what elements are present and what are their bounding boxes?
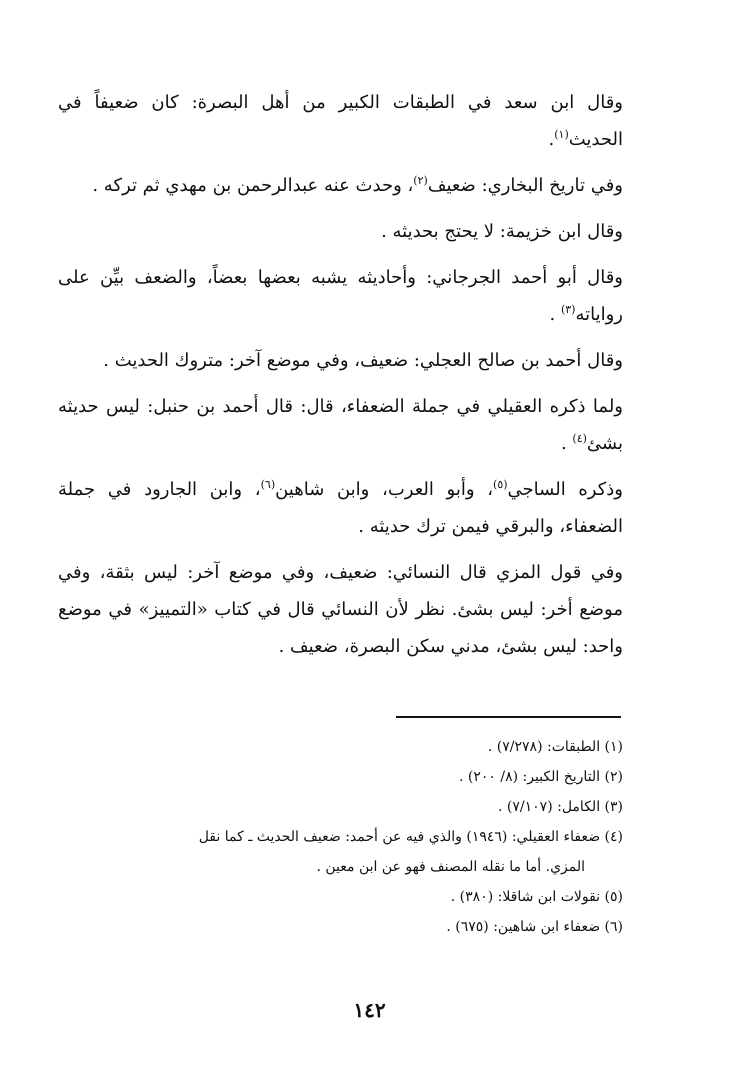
paragraph-text: وقال أبو أحمد الجرجاني: وأحاديثه يشبه بعضها بعضاً، والضعف بيِّن على رواياته	[58, 267, 623, 325]
footnote-ref: (١)	[554, 128, 569, 141]
paragraph-ibn-saad	[58, 84, 623, 158]
paragraph-end: .	[548, 129, 555, 150]
footnote-3: (٣) الكامل: (٧/١٠٧) .	[498, 799, 623, 815]
paragraph-text: وفي قول المزي قال النسائي: ضعيف، وفي موضع آخر: ليس بثقة، وفي موضع أخر: ليس بشئ. نظر لأن النسائي قال في كتاب «التمييز» في موضع واحد: ليس بشئ، مدني سكن البصرة، ضعيف .	[58, 562, 623, 657]
footnote-4: (٤) ضعفاء العقيلي: (١٩٤٦) والذي فيه عن أحمد: ضعيف الحديث ـ كما نقل	[198, 829, 623, 845]
paragraph-mizzi	[58, 554, 623, 665]
footnote-ref: (٦)	[260, 478, 276, 491]
paragraph-text: ، وأبو العرب، وابن شاهين	[275, 479, 494, 500]
paragraph-saji	[58, 471, 623, 545]
paragraph-bukhari	[58, 167, 623, 204]
paragraph-text: وقال أحمد بن صالح العجلي: ضعيف، وفي موضع آخر: متروك الحديث .	[103, 350, 623, 371]
footnote-ref: (٥)	[493, 478, 508, 491]
footnote-ref: (٢)	[413, 174, 428, 187]
paragraph-ibn-khuzayma	[58, 213, 623, 250]
paragraph-text: وقال ابن سعد في الطبقات الكبير من أهل البصرة: كان ضعيفاً في الحديث	[58, 92, 623, 150]
footnote-5: (٥) نقولات ابن شاقلا: (٣٨٠) .	[450, 889, 623, 905]
paragraph-text: وذكره الساجي	[507, 479, 623, 500]
footnote-ref: (٣)	[560, 303, 576, 316]
footnote-1: (١) الطبقات: (٧/٢٧٨) .	[487, 739, 623, 755]
footnote-6: (٦) ضعفاء ابن شاهين: (٦٧٥) .	[446, 919, 623, 935]
footnotes	[58, 732, 623, 942]
paragraph-ijli	[58, 342, 623, 379]
footnote-divider	[396, 716, 621, 718]
paragraph-text: وقال ابن خزيمة: لا يحتج بحديثه .	[381, 221, 623, 242]
footnote-ref: (٤)	[572, 432, 587, 445]
paragraph-text: وفي تاريخ البخاري: ضعيف	[427, 175, 623, 196]
main-text	[58, 84, 623, 674]
footnote-4-continuation: المزي. أما ما نقله المصنف فهو عن ابن معين .	[316, 859, 585, 875]
paragraph-text: ، وابن الجارود في جملة الضعفاء، والبرقي فيمن ترك حديثه .	[58, 479, 623, 537]
page-number: ١٤٢	[353, 998, 386, 1022]
paragraph-end: .	[560, 433, 573, 454]
footnote-2: (٢) التاريخ الكبير: (٨/ ٢٠٠) .	[458, 769, 623, 785]
paragraph-text: ولما ذكره العقيلي في جملة الضعفاء، قال: قال أحمد بن حنبل: ليس حديثه بشئ	[58, 396, 623, 454]
paragraph-end: ، وحدث عنه عبدالرحمن بن مهدي ثم تركه .	[92, 175, 414, 196]
paragraph-jurjani	[58, 259, 623, 333]
paragraph-end: .	[549, 304, 561, 325]
paragraph-uqayli	[58, 388, 623, 462]
